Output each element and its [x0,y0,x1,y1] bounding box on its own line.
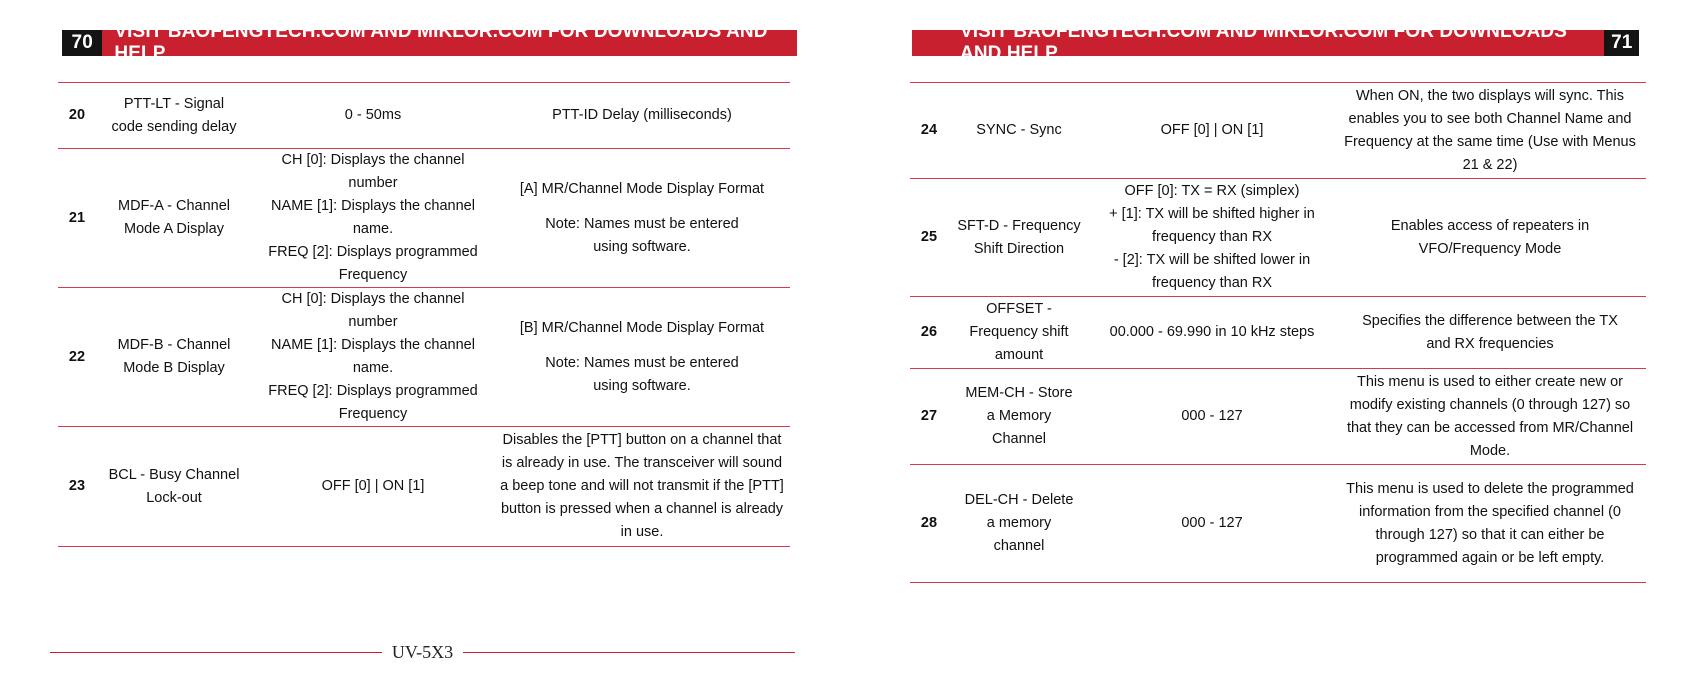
description-line: Note: Names must be entered using software. [545,215,739,255]
menu-number: 20 [58,83,96,149]
menu-values [1090,83,1334,179]
page-number: 70 [62,30,102,56]
value-line: NAME [1]: Displays the channel name. [271,337,475,376]
value-line: FREQ [2]: Displays programmed Frequency [268,244,478,283]
menu-name: BCL - Busy Channel Lock-out [96,427,252,547]
description-line: This menu is used to delete the programmed information from the specified channel (0 through 127) so that it can either be programmed again or be left empty. [1346,480,1634,566]
menu-values [1090,179,1334,297]
menu-name: DEL-CH - Delete a memory channel [948,465,1090,583]
page-number: 71 [1604,30,1639,56]
table-row [910,179,1646,297]
description-line: [B] MR/Channel Mode Display Format [519,319,765,336]
menu-values [1090,465,1334,583]
page-header [62,21,797,64]
menu-values [252,83,494,149]
value-line: CH [0]: Displays the channel number [281,291,465,330]
menu-description [1334,369,1646,465]
value-line: OFF [0] | ON [1] [1160,122,1264,138]
value-line: 000 - 127 [1181,515,1243,531]
menu-number: 28 [910,465,948,583]
menu-name: MDF-B - Channel Mode B Display [96,288,252,427]
footer-rule [50,652,382,653]
value-line: - [2]: TX will be shifted lower in frequency than RX [1113,252,1311,291]
menu-number: 22 [58,288,96,427]
description-line: This menu is used to either create new or modify existing channels (0 through 127) so that they can be accessed from MR/Channel Mode. [1346,373,1634,459]
menu-number: 27 [910,369,948,465]
menu-description [494,288,790,427]
left-page [0,0,850,680]
description-line: PTT-ID Delay (milliseconds) [552,107,732,123]
menu-name: SFT-D - Frequency Shift Direction [948,179,1090,297]
value-line: 000 - 127 [1181,408,1243,424]
right-page [850,0,1701,680]
value-line: + [1]: TX will be shifted higher in frequency than RX [1109,206,1315,245]
menu-table [910,82,1646,583]
menu-values [1090,297,1334,369]
value-line: 0 - 50ms [344,107,402,123]
menu-name: MEM-CH - Store a Memory Channel [948,369,1090,465]
table-row [910,369,1646,465]
menu-description [494,427,790,547]
value-line: 00.000 - 69.990 in 10 kHz steps [1109,324,1315,340]
value-line: CH [0]: Displays the channel number [281,152,465,191]
menu-name: OFFSET - Frequency shift amount [948,297,1090,369]
menu-name: PTT-LT - Signal code sending delay [96,83,252,149]
menu-number: 23 [58,427,96,547]
table-row [58,149,790,288]
menu-number: 24 [910,83,948,179]
menu-number: 26 [910,297,948,369]
description-line: Note: Names must be entered using software. [545,354,739,394]
menu-values [1090,369,1334,465]
header-text: VISIT BAOFENGTECH.COM AND MIKLOR.COM FOR DOWNLOADS AND HELP [114,21,768,64]
description-line: Specifies the difference between the TX and RX frequencies [1362,312,1618,352]
page-header [912,21,1639,64]
menu-name: MDF-A - Channel Mode A Display [96,149,252,288]
table-row [910,465,1646,583]
value-line: NAME [1]: Displays the channel name. [271,198,475,237]
page-footer [50,642,795,662]
menu-name: SYNC - Sync [948,83,1090,179]
header-text: VISIT BAOFENGTECH.COM AND MIKLOR.COM FOR DOWNLOADS AND HELP [960,21,1567,64]
menu-description [494,83,790,149]
footer-rule [463,652,795,653]
description-line: When ON, the two displays will sync. This enables you to see both Channel Name and Frequency at the same time (Use with Menus 21 & 22) [1344,87,1636,173]
menu-values [252,149,494,288]
menu-description [1334,465,1646,583]
table-row [910,83,1646,179]
menu-values [252,288,494,427]
menu-values [252,427,494,547]
description-line: Enables access of repeaters in VFO/Frequency Mode [1390,217,1590,257]
menu-description [494,149,790,288]
table-row [58,288,790,427]
value-line: FREQ [2]: Displays programmed Frequency [268,383,478,422]
description-line: [A] MR/Channel Mode Display Format [519,180,765,197]
table-row [58,83,790,149]
model-name: UV-5X3 [391,641,454,662]
menu-number: 21 [58,149,96,288]
menu-description [1334,297,1646,369]
menu-description [1334,179,1646,297]
value-line: OFF [0]: TX = RX (simplex) [1124,183,1300,199]
value-line: OFF [0] | ON [1] [321,478,425,494]
menu-number: 25 [910,179,948,297]
menu-description [1334,83,1646,179]
menu-table [58,82,790,547]
table-row [910,297,1646,369]
description-line: Disables the [PTT] button on a channel that is already in use. The transceiver will sound a beep tone and will not transmit if the [PTT] button is pressed when a channel is already in use. [500,432,784,540]
table-row [58,427,790,547]
